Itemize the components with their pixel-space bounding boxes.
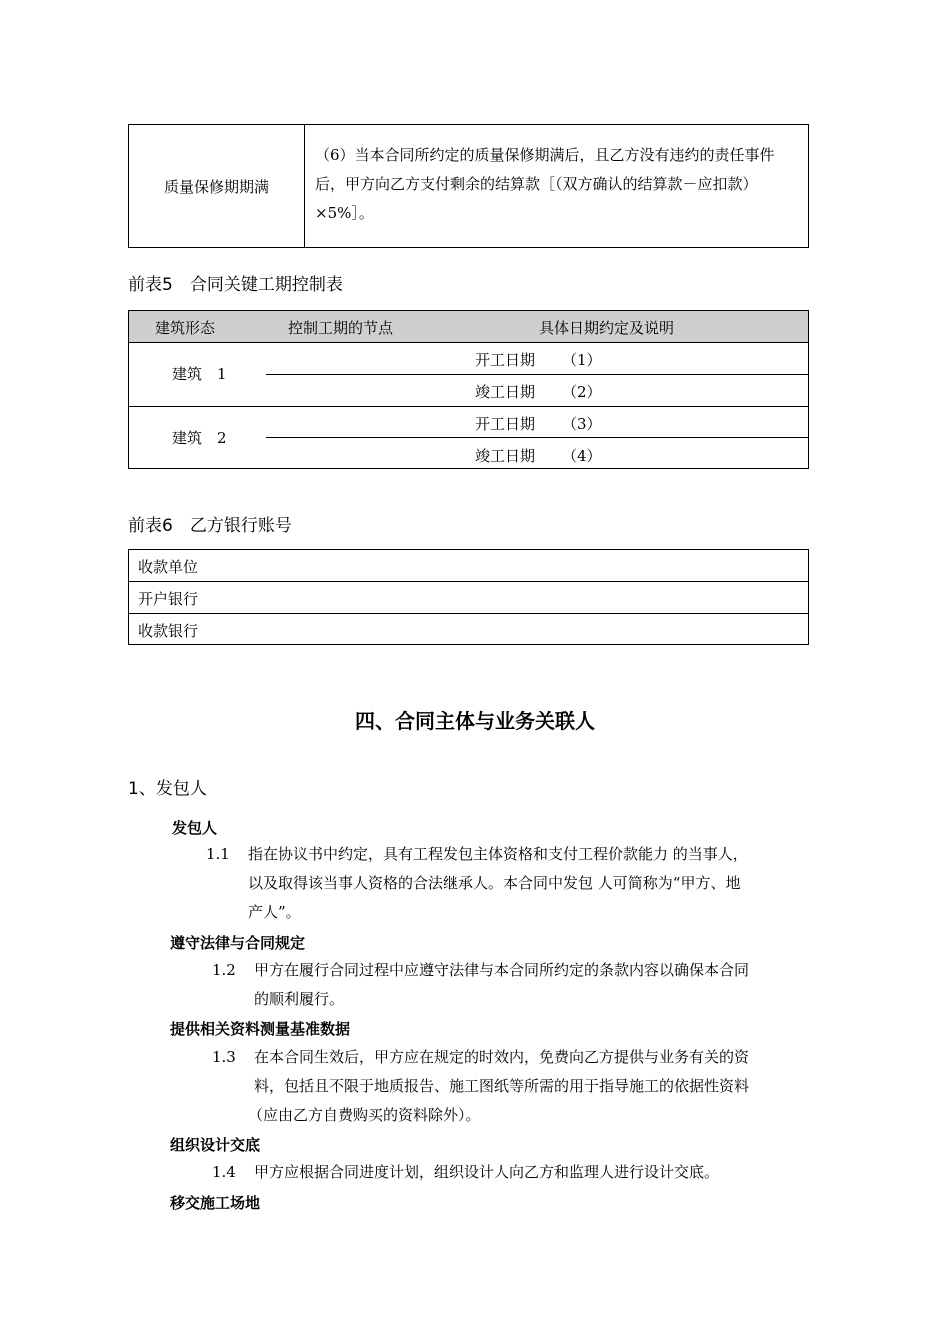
clause-text-line: 以及取得该当事人资格的合法继承人。本合同中发包 人可简称为“甲方、地 [248, 874, 741, 892]
warranty-table [128, 124, 809, 248]
row-divider [266, 437, 809, 438]
start-date-code: （1） [562, 351, 602, 369]
start-date-code: （3） [562, 415, 602, 433]
bank-row-label: 收款银行 [138, 622, 199, 640]
end-date-label: 竣工日期 [475, 447, 536, 465]
section-title: 四、合同主体与业务关联人 [355, 709, 595, 733]
schedule-table-header [129, 311, 808, 343]
start-date-label: 开工日期 [475, 415, 536, 433]
bank-account-table [128, 549, 809, 645]
end-date-code: （4） [562, 447, 602, 465]
clause-text-line: 甲方应根据合同进度计划，组织设计人向乙方和监理人进行设计交底。 [254, 1163, 720, 1181]
header-control-node: 控制工期的节点 [288, 319, 394, 337]
clause-term: 移交施工场地 [170, 1194, 261, 1212]
bank-row-label: 收款单位 [138, 558, 199, 576]
building-1-label: 建筑 1 [172, 365, 227, 383]
bank-table-caption: 前表6 乙方银行账号 [128, 516, 292, 536]
building-2-label: 建筑 2 [172, 429, 227, 447]
end-date-code: （2） [562, 383, 602, 401]
clause-text-line: 产人”。 [248, 903, 301, 921]
header-date-description: 具体日期约定及说明 [539, 319, 675, 337]
clause-number: 1.2 [212, 961, 236, 979]
clause-term: 发包人 [172, 819, 218, 837]
start-date-label: 开工日期 [475, 351, 536, 369]
clause-number: 1.4 [212, 1163, 236, 1181]
clause-term: 提供相关资料测量基准数据 [170, 1020, 351, 1038]
bank-row-payee [129, 550, 808, 581]
group-divider [129, 406, 809, 407]
clause-text-line: 在本合同生效后，甲方应在规定的时效内，免费向乙方提供与业务有关的资 [254, 1048, 750, 1066]
bank-row-receiving-bank [129, 614, 808, 645]
bank-row-opening-bank [129, 582, 808, 613]
warranty-content-cell: （6）当本合同所约定的质量保修期满后，且乙方没有违约的责任事件后，甲方向乙方支付剩余的结算款［（双方确认的结算款－应扣款）×5%］。 [315, 146, 775, 222]
warranty-label-cell: 质量保修期期满 [129, 125, 305, 247]
clause-text-line: 指在协议书中约定，具有工程发包主体资格和支付工程价款能力 的当事人， [248, 845, 748, 863]
section-subtitle: 1、发包人 [128, 779, 207, 799]
schedule-table [128, 310, 809, 469]
clause-text-line: （应由乙方自费购买的资料除外）。 [248, 1106, 481, 1124]
clause-number: 1.1 [206, 845, 230, 863]
end-date-label: 竣工日期 [475, 383, 536, 401]
clause-text-line: 的顺利履行。 [254, 990, 345, 1008]
clause-term: 遵守法律与合同规定 [170, 934, 306, 952]
clause-term: 组织设计交底 [170, 1136, 261, 1154]
clause-text-line: 甲方在履行合同过程中应遵守法律与本合同所约定的条款内容以确保本合同 [254, 961, 750, 979]
clause-number: 1.3 [212, 1048, 236, 1066]
schedule-table-caption: 前表5 合同关键工期控制表 [128, 275, 343, 295]
clause-text-line: 料，包括且不限于地质报告、施工图纸等所需的用于指导施工的依据性资料 [254, 1077, 750, 1095]
bank-row-label: 开户银行 [138, 590, 199, 608]
row-divider [266, 374, 809, 375]
header-building-form: 建筑形态 [155, 319, 216, 337]
